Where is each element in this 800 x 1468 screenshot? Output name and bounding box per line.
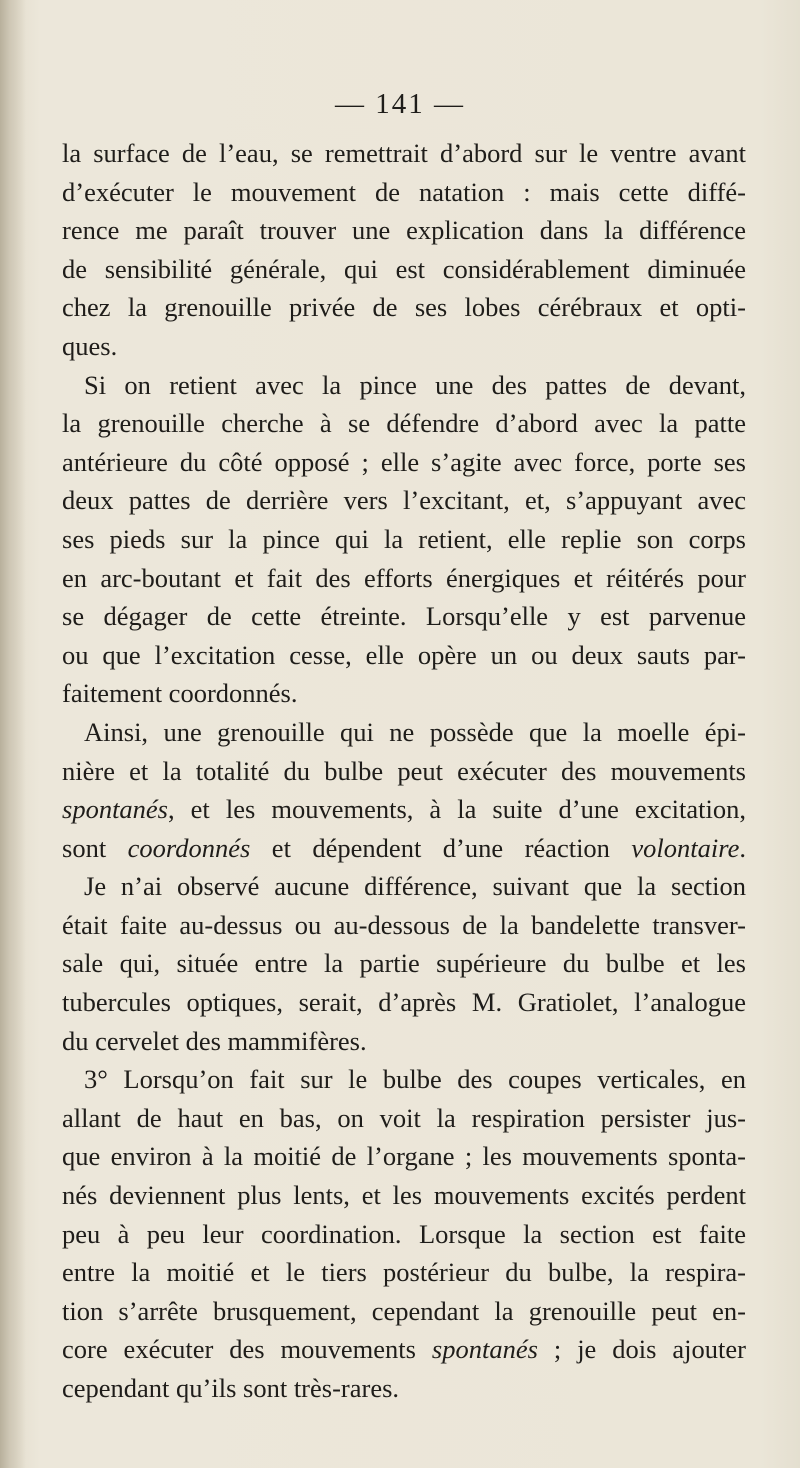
text-line: d’exécuter le mouvement de natation : mais cette diffé- [62, 176, 746, 207]
italic-text: spontanés [62, 794, 168, 825]
text-line: chez la grenouille privée de ses lobes cérébraux et opti- [62, 292, 746, 323]
text-line: cependant qu’ils sont très-rares. [62, 1373, 400, 1403]
text-line: de sensibilité générale, qui est considérablement diminuée [62, 253, 746, 284]
text-run: , et les mouvements, à la suite d’une excitation, [168, 794, 746, 825]
text-line: Je n’ai observé aucune différence, suivant que la section [84, 871, 746, 902]
text-line: Si on retient avec la pince une des pattes de devant, [84, 369, 746, 400]
text-line: la grenouille cherche à se défendre d’abord avec la patte [62, 408, 746, 439]
text-line [62, 790, 746, 829]
text-line: sale qui, située entre la partie supérieure du bulbe et les [62, 948, 746, 979]
body-text [62, 134, 746, 1408]
text-line: nière et la totalité du bulbe peut exécuter des mouvements [62, 755, 746, 786]
text-line: du cervelet des mammifères. [62, 1025, 367, 1056]
text-line: nés deviennent plus lents, et les mouvements excités perdent [62, 1180, 746, 1211]
text-line [62, 829, 746, 868]
italic-text: volontaire [631, 832, 740, 863]
text-line: tubercules optiques, serait, d’après M. Gratiolet, l’analogue [62, 987, 746, 1018]
text-line: que environ à la moitié de l’organe ; les mouvements sponta- [62, 1141, 746, 1172]
text-line: ou que l’excitation cesse, elle opère un ou deux sauts par- [62, 639, 746, 670]
text-line: rence me paraît trouver une explication dans la différence [62, 215, 746, 246]
text-line: la surface de l’eau, se remettrait d’abord sur le ventre avant [62, 138, 746, 168]
text-run: sont [62, 832, 128, 863]
text-line: 3° Lorsqu’on fait sur le bulbe des coupes verticales, en [84, 1064, 746, 1095]
text-run: et dépendent d’une réaction [250, 832, 632, 863]
text-line: faitement coordonnés. [62, 678, 298, 709]
text-run: core exécuter des mouvements [62, 1334, 432, 1365]
text-run: ; je dois ajouter [537, 1334, 746, 1365]
text-line: entre la moitié et le tiers postérieur du bulbe, la respira- [62, 1257, 746, 1288]
text-line: allant de haut en bas, on voit la respiration persister jus- [62, 1102, 746, 1133]
text-line: tion s’arrête brusquement, cependant la grenouille peut en- [62, 1295, 746, 1326]
text-line: deux pattes de derrière vers l’excitant, et, s’appuyant avec [62, 485, 746, 516]
binding-shadow [0, 0, 26, 1468]
text-line: antérieure du côté opposé ; elle s’agite avec force, porte ses [62, 446, 746, 477]
text-line: Ainsi, une grenouille qui ne possède que la moelle épi- [84, 716, 746, 747]
page-number: — 141 — [335, 88, 465, 120]
text-line: ses pieds sur la pince qui la retient, elle replie son corps [62, 523, 746, 554]
text-line: était faite au-dessus ou au-dessous de la bandelette transver- [62, 909, 746, 940]
text-line: en arc-boutant et fait des efforts énergiques et réitérés pour [62, 562, 746, 593]
text-line: ques. [62, 330, 118, 361]
italic-text: coordonnés [127, 832, 251, 863]
italic-text: spontanés [431, 1334, 538, 1365]
text-line: peu à peu leur coordination. Lorsque la section est faite [62, 1218, 746, 1249]
text-line [62, 1330, 746, 1369]
text-line: se dégager de cette étreinte. Lorsqu’elle y est parvenue [62, 601, 746, 632]
text-run: . [739, 832, 746, 863]
